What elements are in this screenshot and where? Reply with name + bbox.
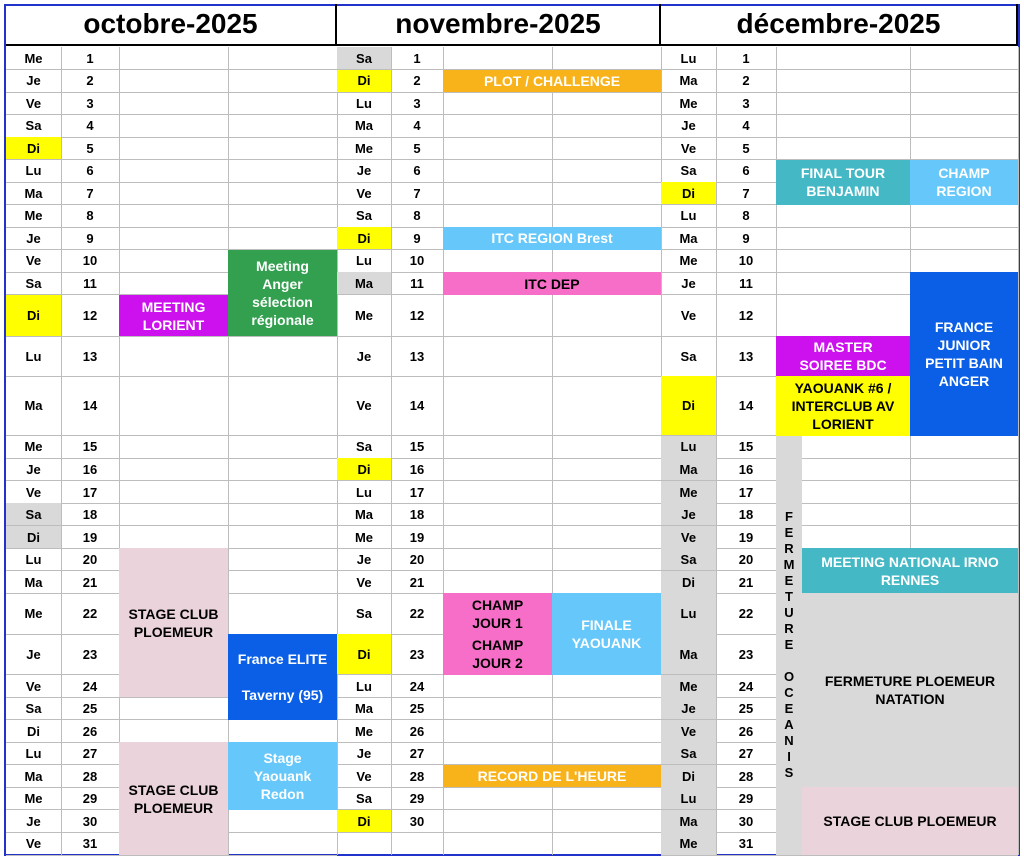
day-name-cell: Sa (25, 701, 42, 717)
day-number-cell: 10 (738, 253, 754, 269)
day-number-cell: 21 (738, 574, 754, 590)
column-gridline (1018, 47, 1019, 855)
day-number-cell: 1 (86, 50, 94, 66)
day-number-cell: 22 (409, 606, 425, 622)
day-number-cell: 16 (738, 461, 754, 477)
day-name-cell: Je (26, 461, 41, 477)
vertical-letter: C (784, 685, 794, 701)
column-gridline (119, 47, 120, 855)
day-number-cell: 24 (409, 678, 425, 694)
day-name-cell: Je (661, 697, 716, 720)
day-number-cell: 26 (82, 723, 98, 739)
day-name-cell: Ve (25, 253, 42, 269)
day-number-cell: 30 (82, 813, 98, 829)
day-name-cell: Ve (25, 836, 42, 852)
day-number-cell: 11 (83, 276, 97, 292)
day-number-cell: 7 (86, 185, 94, 201)
day-name-cell: Lu (25, 746, 42, 762)
day-number-cell: 31 (738, 836, 754, 852)
day-number-cell: 27 (738, 746, 754, 762)
day-name-cell: Me (354, 529, 374, 545)
day-number-cell: 14 (409, 398, 425, 414)
day-name-cell: Je (356, 552, 372, 568)
day-number-cell: 2 (742, 73, 750, 89)
day-name-cell: Di (27, 723, 40, 739)
month-title-1: octobre-2025 (6, 4, 337, 46)
day-name-cell: Ve (680, 140, 697, 156)
day-name-cell: Je (356, 348, 372, 364)
day-name-cell: Ve (356, 768, 372, 784)
day-number-cell: 26 (409, 723, 425, 739)
day-name-cell: Je (26, 813, 41, 829)
day-name-cell: Sa (680, 348, 697, 364)
day-number-cell: 11 (410, 276, 424, 292)
event-block: CHAMP JOUR 1 (443, 593, 552, 634)
day-number-cell: 29 (82, 791, 98, 807)
day-name-cell: Di (661, 765, 716, 788)
column-gridline (228, 47, 229, 855)
day-number-cell: 12 (738, 308, 754, 324)
day-name-cell: Ve (680, 308, 697, 324)
day-name-cell: Sa (356, 791, 372, 807)
day-number-cell: 15 (82, 439, 98, 455)
day-number-cell: 1 (742, 50, 750, 66)
day-name-cell: Lu (25, 163, 42, 179)
day-number-cell: 5 (413, 140, 421, 156)
vertical-letter: S (784, 765, 794, 781)
day-number-cell: 4 (413, 118, 421, 134)
day-name-cell: Me (24, 208, 43, 224)
day-name-cell: Lu (680, 208, 697, 224)
day-name-cell: Ma (661, 810, 716, 833)
month-title-2: novembre-2025 (337, 4, 661, 46)
event-block: STAGE CLUB PLOEMEUR (119, 548, 228, 697)
day-number-cell: 29 (738, 791, 754, 807)
day-number-cell: 19 (409, 529, 425, 545)
day-name-cell: Di (6, 295, 61, 337)
day-name-cell: Ve (356, 574, 372, 590)
event-block: CHAMP JOUR 2 (443, 634, 552, 675)
day-name-cell: Je (26, 646, 41, 662)
day-number-cell: 25 (409, 701, 425, 717)
day-name-cell: Je (681, 276, 696, 292)
day-name-cell: Sa (337, 47, 391, 70)
event-block: FERMETURE PLOEMEUR NATATION (802, 593, 1018, 787)
day-name-cell: Lu (661, 593, 716, 634)
day-name-cell: Sa (356, 208, 372, 224)
day-name-cell: Sa (680, 163, 697, 179)
day-name-cell: Ve (25, 95, 42, 111)
event-block: Stage Yaouank Redon (228, 742, 337, 810)
day-number-cell: 4 (742, 118, 750, 134)
row-gridline (337, 832, 661, 833)
day-name-cell: Ma (354, 118, 374, 134)
day-name-cell: Ma (24, 185, 43, 201)
event-block: PLOT / CHALLENGE (443, 70, 661, 93)
day-number-cell: 22 (738, 606, 754, 622)
day-number-cell: 14 (82, 398, 98, 414)
vertical-letter: U (784, 605, 794, 621)
vertical-letter: E (784, 525, 794, 541)
day-number-cell: 1 (413, 50, 421, 66)
day-number-cell: 20 (409, 552, 425, 568)
day-name-cell: Je (681, 118, 696, 134)
day-number-cell: 10 (82, 253, 98, 269)
event-block: CHAMP REGION (910, 160, 1018, 205)
vertical-letter: T (785, 589, 793, 605)
column-gridline (443, 47, 444, 855)
column-gridline (391, 47, 392, 855)
day-number-cell: 23 (738, 646, 754, 662)
day-name-cell: Sa (356, 439, 372, 455)
day-number-cell: 25 (738, 701, 754, 717)
day-number-cell: 17 (82, 484, 98, 500)
day-number-cell: 13 (409, 348, 425, 364)
day-name-cell: Lu (661, 436, 716, 459)
day-number-cell: 21 (409, 574, 425, 590)
day-name-cell: Me (679, 253, 698, 269)
day-number-cell: 3 (413, 95, 421, 111)
day-name-cell: Di (6, 526, 61, 549)
day-name-cell: Me (354, 723, 374, 739)
event-block: MEETING LORIENT (119, 295, 228, 337)
day-number-cell: 18 (409, 507, 425, 523)
day-name-cell: Sa (25, 118, 42, 134)
day-number-cell: 29 (409, 791, 425, 807)
day-number-cell: 2 (86, 73, 94, 89)
event-block: France ELITE Taverny (95) (228, 634, 337, 720)
day-number-cell: 8 (413, 208, 421, 224)
day-name-cell: Sa (6, 503, 61, 526)
event-block: RECORD DE L'HEURE (443, 765, 661, 788)
day-name-cell: Je (356, 163, 372, 179)
day-name-cell: Ma (24, 768, 43, 784)
event-block: YAOUANK #6 / INTERCLUB AV LORIENT (776, 376, 910, 436)
day-number-cell: 21 (82, 574, 98, 590)
day-number-cell: 16 (82, 461, 98, 477)
day-number-cell: 25 (82, 701, 98, 717)
day-number-cell: 8 (742, 208, 750, 224)
day-number-cell: 13 (738, 348, 754, 364)
day-number-cell: 5 (742, 140, 750, 156)
day-name-cell: Sa (25, 276, 42, 292)
day-number-cell: 31 (82, 836, 98, 852)
day-number-cell: 24 (82, 678, 98, 694)
event-block: MEETING NATIONAL IRNO RENNES (802, 548, 1018, 593)
day-name-cell: Me (661, 481, 716, 504)
day-number-cell: 11 (739, 276, 753, 292)
day-name-cell: Sa (661, 548, 716, 571)
day-number-cell: 12 (82, 308, 98, 324)
month-title-3: décembre-2025 (661, 4, 1018, 46)
day-name-cell: Ma (24, 398, 43, 414)
day-number-cell: 30 (409, 813, 425, 829)
day-name-cell: Me (24, 439, 43, 455)
vertical-letter: E (784, 701, 794, 717)
vertical-letter: E (784, 637, 794, 653)
day-name-cell: Lu (356, 678, 372, 694)
day-number-cell: 9 (742, 230, 750, 246)
day-number-cell: 18 (82, 507, 98, 523)
day-name-cell: Di (661, 182, 716, 205)
day-number-cell: 6 (413, 163, 421, 179)
vertical-letter: O (783, 669, 795, 685)
day-number-cell: 28 (82, 768, 98, 784)
vertical-letter: E (784, 573, 794, 589)
day-number-cell: 20 (82, 552, 98, 568)
day-name-cell: Ma (661, 458, 716, 481)
day-name-cell: Me (24, 50, 43, 66)
day-number-cell: 6 (742, 163, 750, 179)
day-name-cell: Ve (356, 398, 372, 414)
day-number-cell: 27 (409, 746, 425, 762)
day-name-cell: Di (337, 634, 391, 675)
day-name-cell: Lu (680, 50, 697, 66)
day-number-cell: 3 (86, 95, 94, 111)
event-block: ITC DEP (443, 272, 661, 295)
day-number-cell: 16 (409, 461, 425, 477)
day-number-cell: 19 (82, 529, 98, 545)
day-number-cell: 6 (86, 163, 94, 179)
day-name-cell: Di (337, 458, 391, 481)
day-number-cell: 17 (738, 484, 754, 500)
day-name-cell: Lu (356, 253, 372, 269)
event-block: STAGE CLUB PLOEMEUR (802, 787, 1018, 855)
event-block: Meeting Anger sélection régionale (228, 250, 337, 337)
day-number-cell: 28 (409, 768, 425, 784)
event-block: MASTER SOIREE BDC (776, 336, 910, 376)
fermeture-oceanis-label (776, 436, 802, 855)
day-number-cell: 24 (738, 678, 754, 694)
day-number-cell: 7 (413, 185, 421, 201)
event-block: FINAL TOUR BENJAMIN (776, 160, 910, 205)
day-name-cell: Ma (679, 73, 698, 89)
vertical-letter: N (784, 733, 794, 749)
day-number-cell: 14 (738, 398, 754, 414)
vertical-letter: A (784, 717, 794, 733)
day-name-cell: Me (661, 675, 716, 698)
day-number-cell: 26 (738, 723, 754, 739)
day-name-cell: Ma (661, 634, 716, 675)
day-number-cell: 7 (742, 185, 750, 201)
column-gridline (61, 47, 62, 855)
day-name-cell: Ve (356, 185, 372, 201)
day-name-cell: Ma (24, 574, 43, 590)
day-number-cell: 9 (86, 230, 94, 246)
day-name-cell: Ma (354, 701, 374, 717)
day-name-cell: Di (337, 70, 391, 93)
day-number-cell: 17 (409, 484, 425, 500)
column-gridline (552, 47, 553, 855)
day-number-cell: 5 (86, 140, 94, 156)
day-number-cell: 19 (738, 529, 754, 545)
column-gridline (716, 47, 717, 855)
day-number-cell: 18 (738, 507, 754, 523)
day-number-cell: 2 (413, 73, 421, 89)
day-name-cell: Lu (25, 348, 42, 364)
day-number-cell: 30 (738, 813, 754, 829)
day-number-cell: 23 (82, 646, 98, 662)
day-name-cell: Di (6, 137, 61, 160)
vertical-letter: R (784, 541, 794, 557)
day-name-cell: Me (661, 832, 716, 855)
day-name-cell: Ve (661, 720, 716, 743)
day-number-cell: 8 (86, 208, 94, 224)
day-number-cell: 15 (738, 439, 754, 455)
day-name-cell: Sa (661, 742, 716, 765)
vertical-letter: R (784, 621, 794, 637)
event-block: ITC REGION Brest (443, 227, 661, 250)
day-number-cell: 23 (409, 646, 425, 662)
day-number-cell: 15 (409, 439, 425, 455)
day-name-cell: Lu (25, 552, 42, 568)
day-name-cell: Je (661, 503, 716, 526)
day-number-cell: 27 (82, 746, 98, 762)
day-name-cell: Me (24, 606, 43, 622)
day-name-cell: Me (354, 140, 374, 156)
day-number-cell: 13 (82, 348, 98, 364)
vertical-letter: F (785, 509, 793, 525)
day-name-cell: Di (661, 376, 716, 436)
day-name-cell: Me (354, 308, 374, 324)
event-block: FRANCE JUNIOR PETIT BAIN ANGER (910, 272, 1018, 435)
day-name-cell: Sa (356, 606, 372, 622)
day-name-cell: Me (679, 95, 698, 111)
day-name-cell: Ma (354, 507, 374, 523)
day-name-cell: Ve (661, 526, 716, 549)
day-name-cell: Di (661, 571, 716, 594)
day-name-cell: Lu (661, 787, 716, 810)
day-name-cell: Ma (679, 230, 698, 246)
event-block: FINALE YAOUANK (552, 593, 661, 674)
day-number-cell: 10 (409, 253, 425, 269)
day-name-cell: Me (24, 791, 43, 807)
vertical-letter: I (787, 749, 791, 765)
day-name-cell: Lu (356, 484, 372, 500)
day-name-cell: Je (356, 746, 372, 762)
day-number-cell: 12 (409, 308, 425, 324)
day-name-cell: Ma (337, 272, 391, 295)
day-name-cell: Ve (25, 678, 42, 694)
day-name-cell: Di (337, 227, 391, 250)
day-number-cell: 9 (413, 230, 421, 246)
day-number-cell: 3 (742, 95, 750, 111)
day-name-cell: Lu (356, 95, 372, 111)
day-name-cell: Je (26, 73, 41, 89)
day-name-cell: Ve (25, 484, 42, 500)
event-block: STAGE CLUB PLOEMEUR (119, 742, 228, 855)
day-number-cell: 22 (82, 606, 98, 622)
day-name-cell: Je (26, 230, 41, 246)
day-number-cell: 28 (738, 768, 754, 784)
vertical-letter: M (783, 557, 795, 573)
day-name-cell: Di (337, 810, 391, 833)
day-number-cell: 20 (738, 552, 754, 568)
day-number-cell: 4 (86, 118, 94, 134)
